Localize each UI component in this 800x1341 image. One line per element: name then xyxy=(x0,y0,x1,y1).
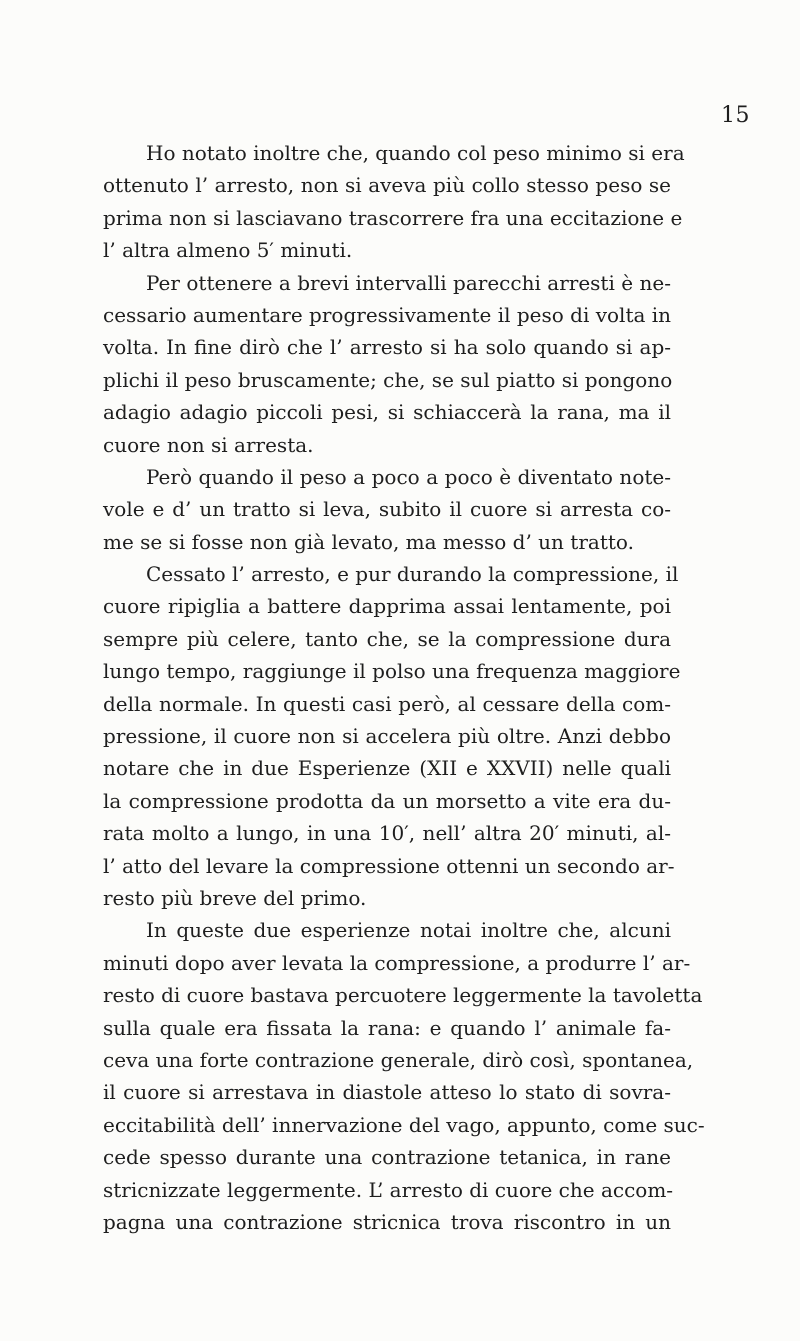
text-line: me se si fosse non già levato, ma messo d’ un tratto. xyxy=(103,529,634,554)
text-line: eccitabilità dell’ innervazione del vago, appunto, come suc- xyxy=(103,1112,705,1137)
text-line: cuore non si arresta. xyxy=(103,432,314,457)
text-line: resto più breve del primo. xyxy=(103,885,367,910)
text-line: Ho notato inoltre che, quando col peso minimo si era xyxy=(146,141,685,165)
body-text xyxy=(103,137,705,1238)
text-line: l’ altra almeno 5′ minuti. xyxy=(103,238,353,263)
text-line: stricnizzate leggermente. L’ arresto di cuore che accom- xyxy=(103,1177,674,1202)
text-line: Per ottenere a brevi intervalli parecchi arresti è ne- xyxy=(146,270,671,295)
text-line: sempre più celere, tanto che, se la compressione dura xyxy=(103,626,671,651)
text-line: prima non si lasciavano trascorrere fra una eccitazione e xyxy=(103,205,683,230)
text-line: la compressione prodotta da un morsetto a vite era du- xyxy=(103,788,671,813)
text-line: notare che in due Esperienze (XII e XXVII) nelle quali xyxy=(103,756,671,781)
text-line: rata molto a lungo, in una 10′, nell’ altra 20′ minuti, al- xyxy=(103,821,671,846)
text-line: ottenuto l’ arresto, non si aveva più collo stesso peso se xyxy=(103,173,671,198)
text-line: volta. In fine dirò che l’ arresto si ha solo quando si ap- xyxy=(103,335,671,360)
text-line: plichi il peso bruscamente; che, se sul piatto si pongono xyxy=(103,367,673,392)
text-line: l’ atto del levare la compressione ottenni un secondo ar- xyxy=(103,853,675,878)
text-line: cessario aumentare progressivamente il peso di volta in xyxy=(103,302,672,327)
text-line: Però quando il peso a poco a poco è diventato note- xyxy=(146,464,671,489)
page-number: 15 xyxy=(721,103,750,128)
text-line: sulla quale era fissata la rana: e quando l’ animale fa- xyxy=(103,1015,671,1040)
text-line: adagio adagio piccoli pesi, si schiaccerà la rana, ma il xyxy=(103,400,671,425)
text-line: cuore ripiglia a battere dapprima assai lentamente, poi xyxy=(103,594,671,619)
text-line: lungo tempo, raggiunge il polso una frequenza maggiore xyxy=(103,659,681,684)
text-line: Cessato l’ arresto, e pur durando la compressione, il xyxy=(146,562,679,587)
text-line: della normale. In questi casi però, al cessare della com- xyxy=(103,691,671,716)
text-line: vole e d’ un tratto si leva, subito il cuore si arresta co- xyxy=(103,497,671,522)
text-line: minuti dopo aver levata la compressione, a produrre l’ ar- xyxy=(103,950,691,975)
text-line: ceva una forte contrazione generale, dirò così, spontanea, xyxy=(103,1047,694,1072)
text-line: In queste due esperienze notai inoltre che, alcuni xyxy=(146,918,671,943)
text-line: il cuore si arrestava in diastole atteso lo stato di sovra- xyxy=(103,1080,671,1105)
text-line: cede spesso durante una contrazione tetanica, in rane xyxy=(103,1145,671,1170)
text-line: pressione, il cuore non si accelera più oltre. Anzi debbo xyxy=(103,724,671,749)
text-line: resto di cuore bastava percuotere leggermente la tavoletta xyxy=(103,983,703,1008)
text-line: pagna una contrazione stricnica trova riscontro in un xyxy=(103,1209,671,1234)
